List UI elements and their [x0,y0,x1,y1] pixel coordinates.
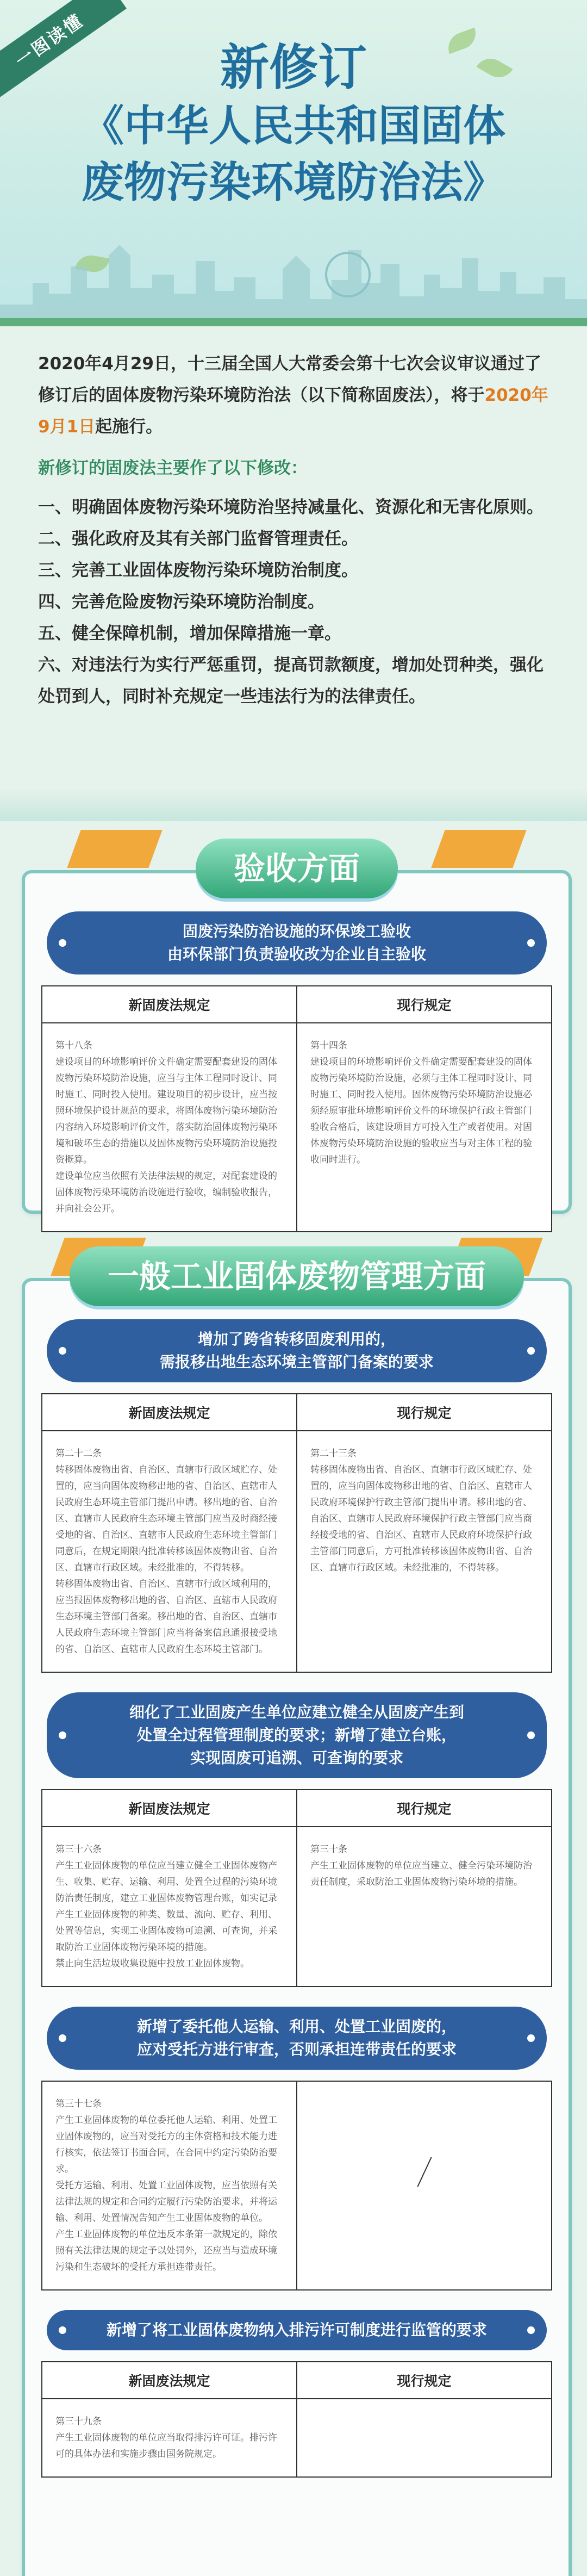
section-title: 验收方面 [196,839,398,898]
intro-paragraph [38,348,549,443]
section-banner: 新增了委托他人运输、利用、处置工业固废的， 应对受托方进行审查，否则承担连带责任的要求 [47,2007,547,2070]
empty-slash-mark [417,2157,432,2187]
new-provision-text: 第三十九条 产生工业固体废物的单位应当取得排污许可证。排污许可的具体办法和实施步骤由国务院规定。 [55,2416,277,2460]
revision-item: 四、完善危险废物污染环境防治制度。 [38,592,324,612]
page-title [0,38,587,211]
revision-item: 五、健全保障机制，增加保障措施一章。 [38,624,341,643]
revision-item: 三、完善工业固体废物污染环境防治制度。 [38,561,358,580]
section-acceptance [22,850,572,1214]
old-provision-text: 第三十条 产生工业固体废物的单位应当建立、健全污染环境防治责任制度，采取防治工业固体废物污染环境的措施。 [297,1827,552,1987]
new-provision-text: 第三十六条 产生工业固体废物的单位应当建立健全工业固体废物产生、收集、贮存、运输、利用、处置全过程的污染环境防治责任制度，建立工业固体废物管理台账，如实记录产生工业固体废物的种类、数量、流向、贮存、利用、处置等信息，实现工业固体废物可追溯、可查询，并采取防治工业固体废物污染环境的措施。 禁止向生活垃圾收集设施中投放工业固体废物。 [55,1844,277,1969]
intro-subtitle: 新修订的固废法主要作了以下修改： [38,458,308,478]
corner-badge: 一图读懂 [0,0,127,102]
intro-text-end: 起施行。 [95,417,163,437]
revision-item: 一、明确固体废物污染环境防治坚持减量化、资源化和无害化原则。 [38,498,544,517]
comparison-table [41,2361,552,2478]
old-provision-text: 第十四条 建设项目的环境影响评价文件确定需要配套建设的固体废物污染环境防治设施，必须与主体工程同时设计、同时施工、同时投入使用。固体废物污染环境防治设施必须经原审批环境影响评价文件的环境保护行政主管部门验收合格后，该建设项目方可投入生产或者使用。对固体废物污染环境防治设施的验收应当与对主体工程的验收同时进行。 [297,1023,552,1232]
old-provision-empty [297,2081,552,2290]
title-line-2: 《中华人民共和国固体 [81,102,505,151]
old-provision-text: 第二十三条 转移固体废物出省、自治区、直辖市行政区域贮存、处置的，应当向固体废物移出地的省、自治区、直辖市人民政府环境保护行政主管部门提出申请。移出地的省、自治区、直辖市人民政府环境保护行政主管部门应当商经接受地的省、自治区、直辖市人民政府环境保护行政主管部门同意后，方可批准转移该固体废物出省、自治区、直辖市行政区域。未经批准的，不得转移。 [297,1431,552,1672]
comparison-table [41,1789,552,1987]
new-provision-text: 第二十二条 转移固体废物出省、自治区、直辖市行政区域贮存、处置的，应当向固体废物移出地的省、自治区、直辖市人民政府生态环境主管部门提出申请。移出地的省、自治区、直辖市人民政府生态环境主管部门应当及时商经接受地的省、自治区、直辖市人民政府生态环境主管部门同意后，在规定期限内批准转移该固体废物出省、自治区、直辖市行政区域。未经批准的，不得转移。 转移固体废物出省、自治区、直辖市行政区域利用的，应当报固体废物移出地的省、自治区、直辖市人民政府生态环境主管部门备案。移出地的省、自治区、直辖市人民政府生态环境主管部门应当将备案信息通报接受地的省、自治区、直辖市人民政府生态环境主管部门。 [55,1448,277,1655]
revision-list [38,492,549,712]
column-header-old: 现行规定 [297,2362,552,2399]
old-provision-empty [297,2399,552,2477]
new-provision-text: 第十八条 建设项目的环境影响评价文件确定需要配套建设的固体废物污染环境防治设施，应当与主体工程同时设计、同时施工、同时投入使用。建设项目的初步设计，应当按照环境保护设计规范的要求，将固体废物污染环境防治内容纳入环境影响评价文件，落实防治固体废物污染环境和破坏生态的措施以及固体废物污染环境防治设施投资概算。 建设单位应当依照有关法律法规的规定，对配套建设的固体废物污染环境防治设施进行验收，编制验收报告，并向社会公开。 [55,1040,277,1214]
city-skyline-illustration [0,223,587,326]
title-line-3: 废物污染环境防治法》 [81,158,505,207]
column-header-new: 新固废法规定 [42,1790,297,1827]
comparison-table [41,2081,552,2291]
column-header-old: 现行规定 [297,986,552,1023]
section-tag-decoration [431,830,526,868]
column-header-new: 新固废法规定 [42,986,297,1023]
title-line-1: 新修订 [220,39,367,96]
column-header-old: 现行规定 [297,1394,552,1431]
section-banner: 细化了工业固废产生单位应建立健全从固废产生到 处置全过程管理制度的要求；新增了建立台账， 实现固废可追溯、可查询的要求 [47,1692,547,1778]
section-banner: 固废污染防治设施的环保竣工验收 由环保部门负责验收改为企业自主验收 [47,911,547,974]
header-banner [0,0,587,326]
revision-item: 二、强化政府及其有关部门监督管理责任。 [38,529,358,549]
comparison-table [41,985,552,1232]
section-title: 一般工业固体废物管理方面 [70,1246,524,1306]
column-header-new: 新固废法规定 [42,1394,297,1431]
section-tag-decoration [67,830,162,868]
intro-section [0,326,587,712]
section-banner: 新增了将工业固体废物纳入排污许可制度进行监管的要求 [47,2310,547,2350]
column-header-old: 现行规定 [297,1790,552,1827]
intro-text: 2020年4月29日，十三届全国人大常委会第十七次会议审议通过了修订后的固体废物污染环境防治法（以下简称固废法），将于 [38,354,541,405]
comparison-table [41,1393,552,1673]
section-industrial-waste [22,1258,572,2576]
new-provision-text: 第三十七条 产生工业固体废物的单位委托他人运输、利用、处置工业固体废物的，应当对受托方的主体资格和技术能力进行核实，依法签订书面合同，在合同中约定污染防治要求。 受托方运输、利用、处置工业固体废物，应当依照有关法律法规的规定和合同约定履行污染防治要求，并将运输、利用、处置情况告知产生工业固体废物的单位。 产生工业固体废物的单位违反本条第一款规定的，除依照有关法律法规的规定予以处罚外，还应当与造成环境污染和生态破坏的受托方承担连带责任。 [55,2099,277,2273]
effective-date: 2020年9月1日 [38,386,548,437]
revision-item: 六、对违法行为实行严惩重罚，提高罚款额度，增加处罚种类，强化处罚到人，同时补充规定一些违法行为的法律责任。 [38,655,544,706]
column-header-new: 新固废法规定 [42,2362,297,2399]
divider [0,789,587,821]
section-banner: 增加了跨省转移固废利用的， 需报移出地生态环境主管部门备案的要求 [47,1319,547,1382]
